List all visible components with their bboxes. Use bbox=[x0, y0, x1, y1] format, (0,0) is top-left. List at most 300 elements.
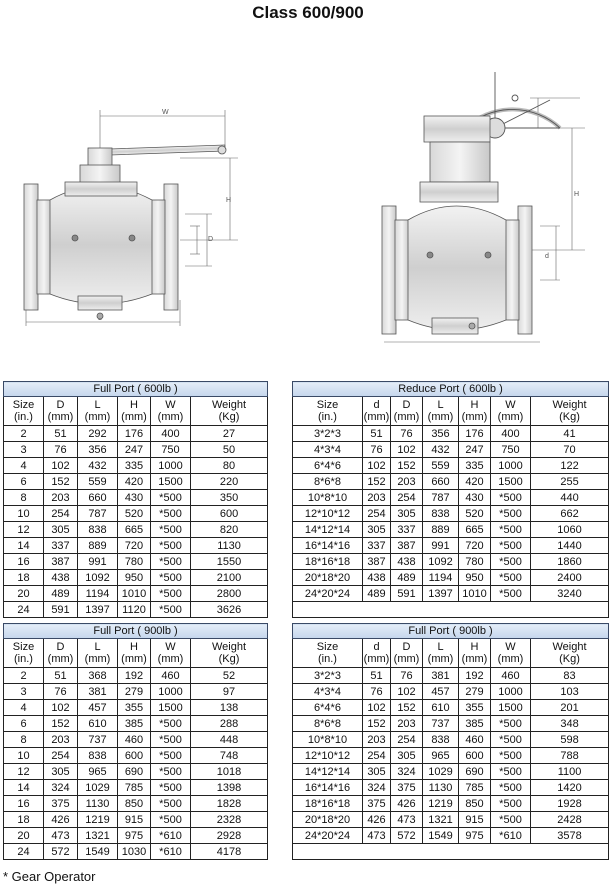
column-header-name: H bbox=[130, 399, 138, 411]
table-cell: 788 bbox=[531, 748, 609, 764]
table-cell: 12*10*12 bbox=[293, 748, 363, 764]
table-cell: 192 bbox=[459, 668, 491, 684]
table-cell: 426 bbox=[391, 796, 423, 812]
column-header-unit: (Kg) bbox=[559, 653, 580, 665]
table-row bbox=[293, 522, 609, 538]
table-cell: 950 bbox=[118, 570, 151, 586]
table-row bbox=[293, 812, 609, 828]
table-cell: *610 bbox=[491, 828, 531, 844]
reduce-port-600lb-table bbox=[292, 381, 609, 618]
table-cell: 4 bbox=[4, 458, 44, 474]
table-cell: 305 bbox=[363, 522, 391, 538]
table-row bbox=[293, 684, 609, 700]
table-row bbox=[293, 554, 609, 570]
column-header-unit: (in.) bbox=[14, 653, 33, 665]
table-cell: 720 bbox=[459, 538, 491, 554]
table-cell: 1010 bbox=[118, 586, 151, 602]
table-cell: 254 bbox=[44, 506, 78, 522]
table-cell: *610 bbox=[151, 844, 191, 860]
empty-cell bbox=[293, 844, 609, 860]
lever-valve-illustration bbox=[0, 52, 300, 352]
table-cell: 76 bbox=[363, 684, 391, 700]
column-header-unit: (mm) bbox=[461, 411, 488, 423]
table-cell: *500 bbox=[151, 812, 191, 828]
table-cell: 489 bbox=[363, 586, 391, 602]
column-header-unit: (mm) bbox=[427, 653, 454, 665]
table-cell: 220 bbox=[191, 474, 268, 490]
table-cell: 387 bbox=[391, 538, 423, 554]
table-cell: 387 bbox=[363, 554, 391, 570]
table-cell: 247 bbox=[459, 442, 491, 458]
table-cell: 152 bbox=[391, 458, 423, 474]
table-row bbox=[293, 586, 609, 602]
table-cell: 356 bbox=[423, 426, 459, 442]
table-cell: 80 bbox=[191, 458, 268, 474]
table-cell: 1120 bbox=[118, 602, 151, 618]
table-cell: 785 bbox=[118, 780, 151, 796]
table-cell: 51 bbox=[363, 426, 391, 442]
table-cell: *500 bbox=[491, 732, 531, 748]
table-cell: 1440 bbox=[531, 538, 609, 554]
table-cell: 76 bbox=[391, 668, 423, 684]
table-cell: 279 bbox=[118, 684, 151, 700]
table-cell: 12 bbox=[4, 764, 44, 780]
table-cell: 1321 bbox=[78, 828, 118, 844]
column-header-unit: (mm) bbox=[393, 653, 420, 665]
table-cell: 1060 bbox=[531, 522, 609, 538]
column-header bbox=[44, 397, 78, 426]
table-cell: 103 bbox=[531, 684, 609, 700]
column-header-name: H bbox=[130, 641, 138, 653]
table-cell: 660 bbox=[78, 490, 118, 506]
column-header-unit: (mm) bbox=[47, 411, 74, 423]
table-cell: 991 bbox=[423, 538, 459, 554]
table-row bbox=[4, 828, 268, 844]
table-cell: 254 bbox=[363, 748, 391, 764]
column-header-unit: (mm) bbox=[497, 411, 524, 423]
column-header-name: Weight bbox=[212, 641, 247, 653]
table-cell: 76 bbox=[44, 684, 78, 700]
table-cell: 2328 bbox=[191, 812, 268, 828]
table-cell: *500 bbox=[151, 490, 191, 506]
table-cell: 203 bbox=[44, 732, 78, 748]
table-cell: 1828 bbox=[191, 796, 268, 812]
table-cell: 975 bbox=[118, 828, 151, 844]
table-cell: 122 bbox=[531, 458, 609, 474]
table-cell: 1000 bbox=[151, 684, 191, 700]
table-row bbox=[293, 538, 609, 554]
table-cell: 76 bbox=[363, 442, 391, 458]
table-cell: 24 bbox=[4, 602, 44, 618]
column-header-unit: (mm) bbox=[363, 653, 390, 665]
table-cell: 324 bbox=[44, 780, 78, 796]
table-cell: 473 bbox=[44, 828, 78, 844]
column-header-name: D bbox=[402, 399, 411, 411]
table-cell: 426 bbox=[44, 812, 78, 828]
table-cell: 591 bbox=[44, 602, 78, 618]
table-cell: 1549 bbox=[78, 844, 118, 860]
table-cell: 600 bbox=[459, 748, 491, 764]
table-cell: 1219 bbox=[423, 796, 459, 812]
column-header bbox=[293, 397, 363, 426]
table-cell: 850 bbox=[118, 796, 151, 812]
table-cell: 16*14*16 bbox=[293, 538, 363, 554]
table-cell: 737 bbox=[78, 732, 118, 748]
table-cell: 348 bbox=[531, 716, 609, 732]
table-cell: *500 bbox=[151, 506, 191, 522]
table-cell: 665 bbox=[459, 522, 491, 538]
column-header-name: D bbox=[56, 641, 65, 653]
table-cell: 3578 bbox=[531, 828, 609, 844]
gear-valve-illustration bbox=[300, 52, 616, 352]
table-row bbox=[4, 442, 268, 458]
table-cell: 838 bbox=[423, 506, 459, 522]
column-header bbox=[44, 639, 78, 668]
table-cell: 400 bbox=[491, 426, 531, 442]
table-cell: *500 bbox=[491, 506, 531, 522]
table-cell: 600 bbox=[191, 506, 268, 522]
table-cell: 18*16*18 bbox=[293, 796, 363, 812]
table-cell: 375 bbox=[391, 780, 423, 796]
table-cell: 14 bbox=[4, 538, 44, 554]
column-header bbox=[391, 397, 423, 426]
table-row bbox=[4, 764, 268, 780]
table-cell: 24*20*24 bbox=[293, 828, 363, 844]
table-cell: 102 bbox=[44, 700, 78, 716]
table-cell: 991 bbox=[78, 554, 118, 570]
table-cell: 381 bbox=[78, 684, 118, 700]
column-header-name: L bbox=[94, 399, 101, 411]
table-cell: 335 bbox=[118, 458, 151, 474]
table-cell: 787 bbox=[423, 490, 459, 506]
table-row bbox=[4, 796, 268, 812]
table-cell: 1000 bbox=[491, 458, 531, 474]
table-row bbox=[293, 796, 609, 812]
table-cell: 355 bbox=[459, 700, 491, 716]
table-cell: 8 bbox=[4, 732, 44, 748]
table-cell: 8*6*8 bbox=[293, 474, 363, 490]
table-cell: 438 bbox=[391, 554, 423, 570]
table-cell: 16 bbox=[4, 796, 44, 812]
table-cell: 660 bbox=[423, 474, 459, 490]
table-cell: 1860 bbox=[531, 554, 609, 570]
table-cell: 520 bbox=[459, 506, 491, 522]
column-header-name: D bbox=[56, 399, 65, 411]
table-cell: 432 bbox=[78, 458, 118, 474]
table-cell: *500 bbox=[151, 716, 191, 732]
table-cell: 1219 bbox=[78, 812, 118, 828]
table-cell: 750 bbox=[491, 442, 531, 458]
table-cell: 247 bbox=[118, 442, 151, 458]
table-cell: *500 bbox=[151, 764, 191, 780]
table-row bbox=[4, 570, 268, 586]
table-row bbox=[293, 490, 609, 506]
table-title: Full Port ( 900lb ) bbox=[4, 624, 268, 639]
table-cell: 1100 bbox=[531, 764, 609, 780]
table-cell: 337 bbox=[391, 522, 423, 538]
column-header bbox=[191, 639, 268, 668]
table-cell: 950 bbox=[459, 570, 491, 586]
table-cell: 102 bbox=[44, 458, 78, 474]
table-cell: 457 bbox=[78, 700, 118, 716]
table-cell: 14*12*14 bbox=[293, 764, 363, 780]
table-cell: 975 bbox=[459, 828, 491, 844]
table-cell: 3*2*3 bbox=[293, 668, 363, 684]
table-row bbox=[4, 554, 268, 570]
table-row bbox=[4, 668, 268, 684]
table-cell: 3 bbox=[4, 442, 44, 458]
table-cell: 780 bbox=[118, 554, 151, 570]
empty-cell bbox=[293, 602, 609, 618]
table-cell: *500 bbox=[491, 554, 531, 570]
table-cell: 1018 bbox=[191, 764, 268, 780]
column-header-name: H bbox=[470, 641, 479, 653]
table-cell: *500 bbox=[491, 716, 531, 732]
table-cell: 473 bbox=[391, 812, 423, 828]
column-header-name: d bbox=[373, 641, 380, 653]
table-cell: 102 bbox=[391, 442, 423, 458]
lever-valve-drawing bbox=[0, 52, 300, 352]
table-cell: 279 bbox=[459, 684, 491, 700]
table-cell: 10*8*10 bbox=[293, 490, 363, 506]
table-cell: 460 bbox=[491, 668, 531, 684]
table-cell: 18 bbox=[4, 570, 44, 586]
table-cell: 426 bbox=[363, 812, 391, 828]
table-row bbox=[4, 812, 268, 828]
column-header-unit: (mm) bbox=[84, 411, 111, 423]
table-row bbox=[293, 442, 609, 458]
table-cell: 2428 bbox=[531, 812, 609, 828]
table-cell: 8*6*8 bbox=[293, 716, 363, 732]
table-cell: 1420 bbox=[531, 780, 609, 796]
table-row bbox=[293, 570, 609, 586]
table-cell: 665 bbox=[118, 522, 151, 538]
table-row bbox=[293, 716, 609, 732]
column-header bbox=[459, 639, 491, 668]
table-cell: 591 bbox=[391, 586, 423, 602]
table-cell: 6*4*6 bbox=[293, 700, 363, 716]
table-cell: *500 bbox=[491, 538, 531, 554]
column-header-name: W bbox=[505, 399, 516, 411]
table-cell: 1130 bbox=[191, 538, 268, 554]
column-header-unit: (mm) bbox=[363, 411, 390, 423]
table-row bbox=[4, 490, 268, 506]
table-row bbox=[293, 748, 609, 764]
table-cell: 1500 bbox=[491, 700, 531, 716]
table-cell: 10 bbox=[4, 748, 44, 764]
table-header-row bbox=[293, 639, 609, 668]
dim-w-label: W bbox=[162, 109, 169, 116]
table-cell: 750 bbox=[151, 442, 191, 458]
table-cell: 2800 bbox=[191, 586, 268, 602]
table-cell: 1030 bbox=[118, 844, 151, 860]
table-cell: 387 bbox=[44, 554, 78, 570]
table-cell: 432 bbox=[423, 442, 459, 458]
table-cell: 1550 bbox=[191, 554, 268, 570]
gear-operator-footnote: * Gear Operator bbox=[3, 869, 96, 884]
column-header bbox=[491, 639, 531, 668]
table-cell: 305 bbox=[44, 764, 78, 780]
table-cell: 292 bbox=[78, 426, 118, 442]
table-cell: 420 bbox=[459, 474, 491, 490]
table-cell: 1000 bbox=[491, 684, 531, 700]
table-cell: 254 bbox=[391, 490, 423, 506]
column-header-name: W bbox=[165, 641, 176, 653]
page-title: Class 600/900 bbox=[252, 3, 364, 22]
table-cell: 51 bbox=[44, 426, 78, 442]
table-cell: 600 bbox=[118, 748, 151, 764]
column-header bbox=[531, 639, 609, 668]
table-cell: 559 bbox=[78, 474, 118, 490]
table-cell: 337 bbox=[44, 538, 78, 554]
table-cell: 6 bbox=[4, 716, 44, 732]
table-cell: 176 bbox=[459, 426, 491, 442]
table-cell: 430 bbox=[118, 490, 151, 506]
table-row bbox=[4, 506, 268, 522]
table-cell: 489 bbox=[391, 570, 423, 586]
table-cell: 52 bbox=[191, 668, 268, 684]
table-cell: 3*2*3 bbox=[293, 426, 363, 442]
table-row bbox=[4, 684, 268, 700]
table-cell: *610 bbox=[151, 828, 191, 844]
table-cell: *500 bbox=[491, 490, 531, 506]
column-header bbox=[118, 639, 151, 668]
table-cell: 176 bbox=[118, 426, 151, 442]
column-header-name: W bbox=[505, 641, 516, 653]
table-cell: 915 bbox=[459, 812, 491, 828]
table-cell: 610 bbox=[78, 716, 118, 732]
column-header bbox=[78, 397, 118, 426]
column-header bbox=[293, 639, 363, 668]
table-cell: 255 bbox=[531, 474, 609, 490]
column-header-unit: (mm) bbox=[427, 411, 454, 423]
table-row bbox=[4, 474, 268, 490]
table-cell: 356 bbox=[78, 442, 118, 458]
table-cell: 965 bbox=[423, 748, 459, 764]
table-cell: 572 bbox=[44, 844, 78, 860]
table-cell: 27 bbox=[191, 426, 268, 442]
table-cell: 254 bbox=[44, 748, 78, 764]
table-cell: 385 bbox=[459, 716, 491, 732]
table-row bbox=[293, 764, 609, 780]
table-cell: 51 bbox=[363, 668, 391, 684]
column-header-unit: (mm) bbox=[121, 411, 147, 423]
table-cell: 400 bbox=[151, 426, 191, 442]
table-cell: 4*3*4 bbox=[293, 684, 363, 700]
table-cell: 520 bbox=[118, 506, 151, 522]
table-cell: 350 bbox=[191, 490, 268, 506]
table-cell: 6 bbox=[4, 474, 44, 490]
column-header-unit: (mm) bbox=[497, 653, 524, 665]
table-cell: 6*4*6 bbox=[293, 458, 363, 474]
table-cell: *500 bbox=[151, 780, 191, 796]
empty-row bbox=[293, 844, 609, 860]
table-cell: 690 bbox=[459, 764, 491, 780]
column-header-unit: (mm) bbox=[157, 653, 184, 665]
table-cell: 559 bbox=[423, 458, 459, 474]
full-port-900lb-table bbox=[3, 623, 268, 860]
column-header-name: L bbox=[437, 641, 444, 653]
column-header-unit: (Kg) bbox=[559, 411, 580, 423]
table-cell: 1092 bbox=[78, 570, 118, 586]
table-cell: 368 bbox=[78, 668, 118, 684]
table-cell: *500 bbox=[491, 522, 531, 538]
table-cell: *500 bbox=[491, 780, 531, 796]
column-header bbox=[118, 397, 151, 426]
table-cell: 20*18*20 bbox=[293, 570, 363, 586]
table-cell: 430 bbox=[459, 490, 491, 506]
table-cell: 460 bbox=[118, 732, 151, 748]
table-cell: 138 bbox=[191, 700, 268, 716]
table-row bbox=[4, 538, 268, 554]
table-cell: 12*10*12 bbox=[293, 506, 363, 522]
table-cell: 4 bbox=[4, 700, 44, 716]
table-cell: 2100 bbox=[191, 570, 268, 586]
table-cell: *500 bbox=[151, 796, 191, 812]
column-header-unit: (mm) bbox=[393, 411, 420, 423]
table-cell: 76 bbox=[391, 426, 423, 442]
table-cell: 440 bbox=[531, 490, 609, 506]
table-cell: 780 bbox=[459, 554, 491, 570]
table-cell: 41 bbox=[531, 426, 609, 442]
table-cell: 375 bbox=[44, 796, 78, 812]
table-cell: 1397 bbox=[423, 586, 459, 602]
table-cell: 473 bbox=[363, 828, 391, 844]
table-cell: 4*3*4 bbox=[293, 442, 363, 458]
column-header-name: L bbox=[437, 399, 444, 411]
table-cell: 1398 bbox=[191, 780, 268, 796]
table-row bbox=[4, 458, 268, 474]
table-cell: 720 bbox=[118, 538, 151, 554]
table-row bbox=[293, 506, 609, 522]
table-cell: 51 bbox=[44, 668, 78, 684]
column-header-unit: (Kg) bbox=[218, 653, 240, 665]
table-cell: 787 bbox=[78, 506, 118, 522]
column-header-unit: (in.) bbox=[318, 653, 337, 665]
table-cell: 1130 bbox=[423, 780, 459, 796]
table-row bbox=[293, 458, 609, 474]
table-cell: 16 bbox=[4, 554, 44, 570]
column-header-name: D bbox=[402, 641, 411, 653]
table-cell: 18 bbox=[4, 812, 44, 828]
table-cell: 489 bbox=[44, 586, 78, 602]
column-header-unit: (mm) bbox=[84, 653, 111, 665]
table-cell: 10 bbox=[4, 506, 44, 522]
column-header bbox=[363, 397, 391, 426]
table-row bbox=[4, 732, 268, 748]
table-cell: 12 bbox=[4, 522, 44, 538]
table-cell: 915 bbox=[118, 812, 151, 828]
table-cell: 97 bbox=[191, 684, 268, 700]
table-row bbox=[4, 844, 268, 860]
column-header-name: W bbox=[165, 399, 176, 411]
column-header-name: Size bbox=[316, 399, 339, 411]
table-cell: 305 bbox=[363, 764, 391, 780]
column-header-name: Weight bbox=[552, 641, 587, 653]
column-header bbox=[531, 397, 609, 426]
table-cell: 1549 bbox=[423, 828, 459, 844]
table-cell: 20 bbox=[4, 828, 44, 844]
table-cell: 20 bbox=[4, 586, 44, 602]
table-cell: 2 bbox=[4, 668, 44, 684]
table-header-row bbox=[293, 397, 609, 426]
table-cell: 203 bbox=[391, 474, 423, 490]
table-cell: 24 bbox=[4, 844, 44, 860]
full-port-600lb-table bbox=[3, 381, 268, 618]
table-cell: 785 bbox=[459, 780, 491, 796]
column-header-name: Weight bbox=[212, 399, 247, 411]
table-cell: 18*16*18 bbox=[293, 554, 363, 570]
